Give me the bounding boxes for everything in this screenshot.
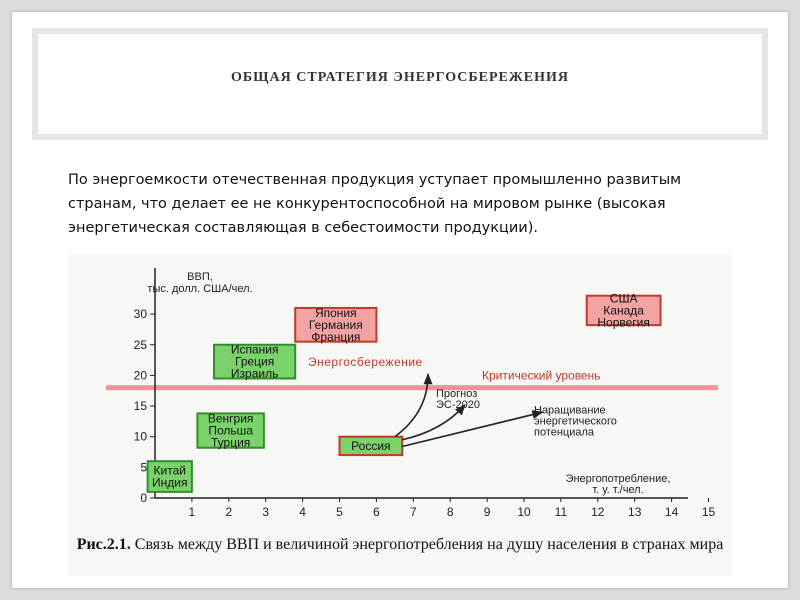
group-box-label: Индия — [152, 475, 188, 490]
x-tick-label: 4 — [299, 505, 306, 519]
arrow-label-growth: энергетического — [534, 415, 617, 428]
y-tick-label: 0 — [140, 491, 147, 505]
x-tick-label: 9 — [483, 505, 491, 519]
group-box-label: Франция — [311, 329, 361, 344]
x-tick-label: 1 — [188, 505, 196, 519]
title-frame — [32, 28, 768, 140]
arrow-label-forecast: ЭС-2020 — [436, 398, 480, 411]
body-text: По энергоемкости отечественная продукция уступает промышленно развитым странам, что делает ее не конкурентоспособной на мировом рынке (высокая энергетическая составляющая в себестоимости продукции). — [68, 172, 682, 236]
x-tick-label: 6 — [373, 505, 380, 519]
group-box-label: Турция — [211, 435, 251, 450]
caption-label: Рис.2.1. — [76, 536, 131, 553]
critical-level-line — [106, 385, 718, 390]
figure — [68, 254, 732, 576]
caption-text: Связь между ВВП и величиной энергопотребления на душу населения в странах мира — [134, 536, 724, 553]
group-box-label: Германия — [308, 317, 363, 332]
group-box-label: Испания — [230, 342, 279, 357]
y-axis-label: ВВП, — [187, 271, 213, 283]
group-box-label: Израиль — [230, 366, 279, 381]
y-tick-label: 15 — [133, 399, 147, 414]
arrow-label-forecast: Прогноз — [436, 387, 478, 400]
group-box-label: Венгрия — [207, 411, 254, 426]
y-tick-label: 25 — [133, 337, 147, 352]
x-tick-label: 14 — [664, 505, 679, 519]
slide — [12, 12, 788, 588]
x-tick-label: 8 — [446, 505, 454, 519]
y-tick-label: 20 — [133, 368, 147, 383]
group-box-label: Россия — [351, 438, 391, 453]
y-tick-label: 30 — [133, 307, 147, 322]
arrow — [402, 412, 542, 446]
y-tick-label: 10 — [133, 429, 147, 444]
y-axis-label: тыс. долл. США/чел. — [147, 283, 253, 295]
x-axis-label: Энергопотребление, — [565, 473, 671, 485]
group-box-label: Греция — [235, 354, 275, 369]
x-tick-label: 12 — [591, 505, 605, 519]
x-tick-label: 3 — [262, 505, 270, 519]
group-box-label: США — [609, 291, 638, 306]
critical-level-label: Критический уровень — [482, 368, 601, 383]
x-axis-label: т. у. т./чел. — [592, 484, 644, 496]
group-box-label: Япония — [314, 305, 357, 320]
x-tick-label: 2 — [225, 505, 233, 519]
group-box-label: Китай — [153, 463, 186, 478]
arrow-label-energy-saving: Энергосбережение — [308, 355, 423, 370]
chart — [68, 254, 732, 530]
x-tick-label: 7 — [409, 505, 417, 519]
x-tick-label: 13 — [628, 505, 642, 519]
arrow — [395, 374, 428, 437]
arrow-label-growth: Наращивание — [534, 404, 606, 417]
x-tick-label: 15 — [701, 505, 716, 519]
slide-title: ОБЩАЯ СТРАТЕГИЯ ЭНЕРГОСБЕРЕЖЕНИЯ — [231, 70, 569, 85]
x-tick-label: 11 — [554, 505, 568, 519]
group-box-label: Польша — [208, 423, 253, 438]
figure-caption — [68, 536, 732, 554]
x-tick-label: 10 — [517, 505, 531, 519]
arrow-label-growth: потенциала — [534, 426, 595, 439]
y-tick-label: 5 — [140, 460, 147, 475]
x-tick-label: 5 — [336, 505, 343, 519]
group-box-label: Норвегия — [597, 315, 650, 330]
group-box-label: Канада — [603, 303, 644, 318]
